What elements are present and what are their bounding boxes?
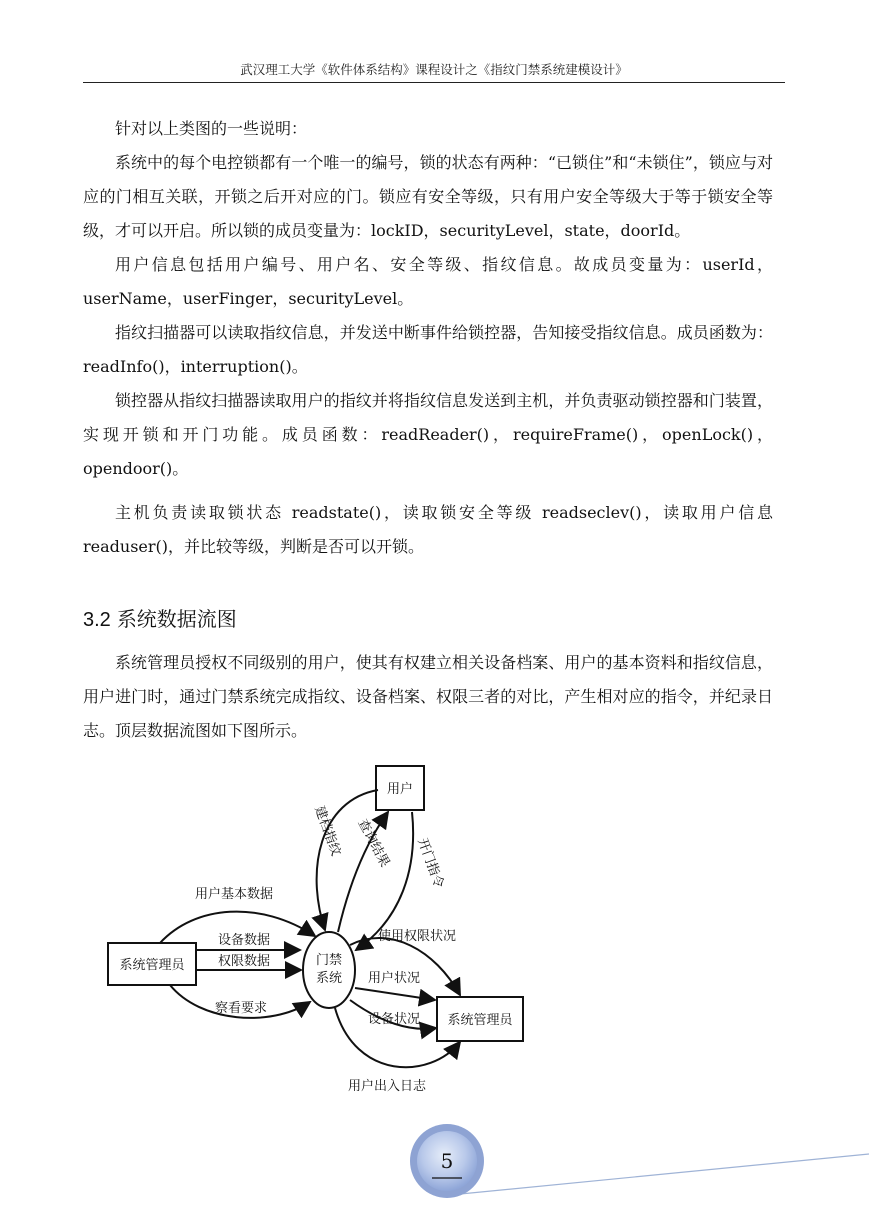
section-heading <box>83 603 237 632</box>
flow-usage-status-arrow <box>350 938 460 995</box>
lock-controller-paragraph: 锁控器从指纹扫描器读取用户的指纹并将指纹信息发送到主机，并负责驱动锁控器和门装置，实现开锁和开门功能。成员函数：readReader()，requireFrame()，openLock()，opendoor()。 <box>83 391 773 478</box>
flow-device-status-label: 设备状况 <box>368 1012 421 1027</box>
section-paragraph: 系统管理员授权不同级别的用户，使其有权建立相关设备档案、用户的基本资料和指纹信息，用户进门时，通过门禁系统完成指纹、设备档案、权限三者的对比，产生相对应的指令，并纪录日志。顶层数据流图如下图所示。 <box>83 653 773 740</box>
user-info-paragraph: 用户信息包括用户编号、用户名、安全等级、指纹信息。故成员变量为：userId，userName，userFinger，securityLevel。 <box>83 255 773 308</box>
process-label-line1: 门禁 <box>315 953 343 968</box>
flow-user-basic-data-label: 用户基本数据 <box>195 887 274 902</box>
flow-permission-data-label: 权限数据 <box>218 954 271 969</box>
admin-sink-label: 系统管理员 <box>447 1013 513 1028</box>
data-flow-diagram <box>100 760 540 1110</box>
flow-access-log-label: 用户出入日志 <box>348 1079 427 1094</box>
access-system-process <box>303 932 355 1008</box>
page-header: 武汉理工大学《软件体系结构》课程设计之《指纹门禁系统建模设计》 <box>83 58 785 83</box>
flow-build-fingerprint-label: 建档指纹 <box>311 804 344 859</box>
intro-paragraph <box>83 112 773 146</box>
section-title: 系统数据流图 <box>116 609 237 631</box>
scanner-paragraph: 指纹扫描器可以读取指纹信息，并发送中断事件给锁控器，告知接受指纹信息。成员函数为：readInfo()，interruption()。 <box>83 323 773 376</box>
process-label-line2: 系统 <box>315 971 343 986</box>
page-number: 5 <box>440 1149 454 1173</box>
paragraph-text: 针对以上类图的一些说明： <box>115 119 308 138</box>
flow-usage-status-label: 使用权限状况 <box>378 929 457 944</box>
user-entity-label: 用户 <box>386 782 414 797</box>
host-paragraph: 主机负责读取锁状态 readstate()，读取锁安全等级 readseclev()，读取用户信息 readuser()，并比较等级，判断是否可以开锁。 <box>83 503 773 556</box>
section-number: 3.2 <box>83 609 111 631</box>
flow-query-result-label: 查询结果 <box>354 816 393 870</box>
lock-paragraph: 系统中的每个电控锁都有一个唯一的编号，锁的状态有两种：“已锁住”和“未锁住”，锁应与对应的门相互关联，开锁之后开对应的门。锁应有安全等级，只有用户安全等级大于等于锁安全等级，才可以开启。所以锁的成员变量为：lockID，securityLevel，state，doorId。 <box>83 153 773 240</box>
flow-user-status-arrow <box>355 988 435 1000</box>
flow-device-data-label: 设备数据 <box>218 933 271 948</box>
page-number-badge <box>408 1122 486 1200</box>
flow-view-request-label: 察看要求 <box>215 1001 268 1016</box>
flow-user-status-label: 用户状况 <box>368 971 421 986</box>
flow-open-command-label: 开门指令 <box>414 836 447 891</box>
admin-source-label: 系统管理员 <box>119 958 185 973</box>
